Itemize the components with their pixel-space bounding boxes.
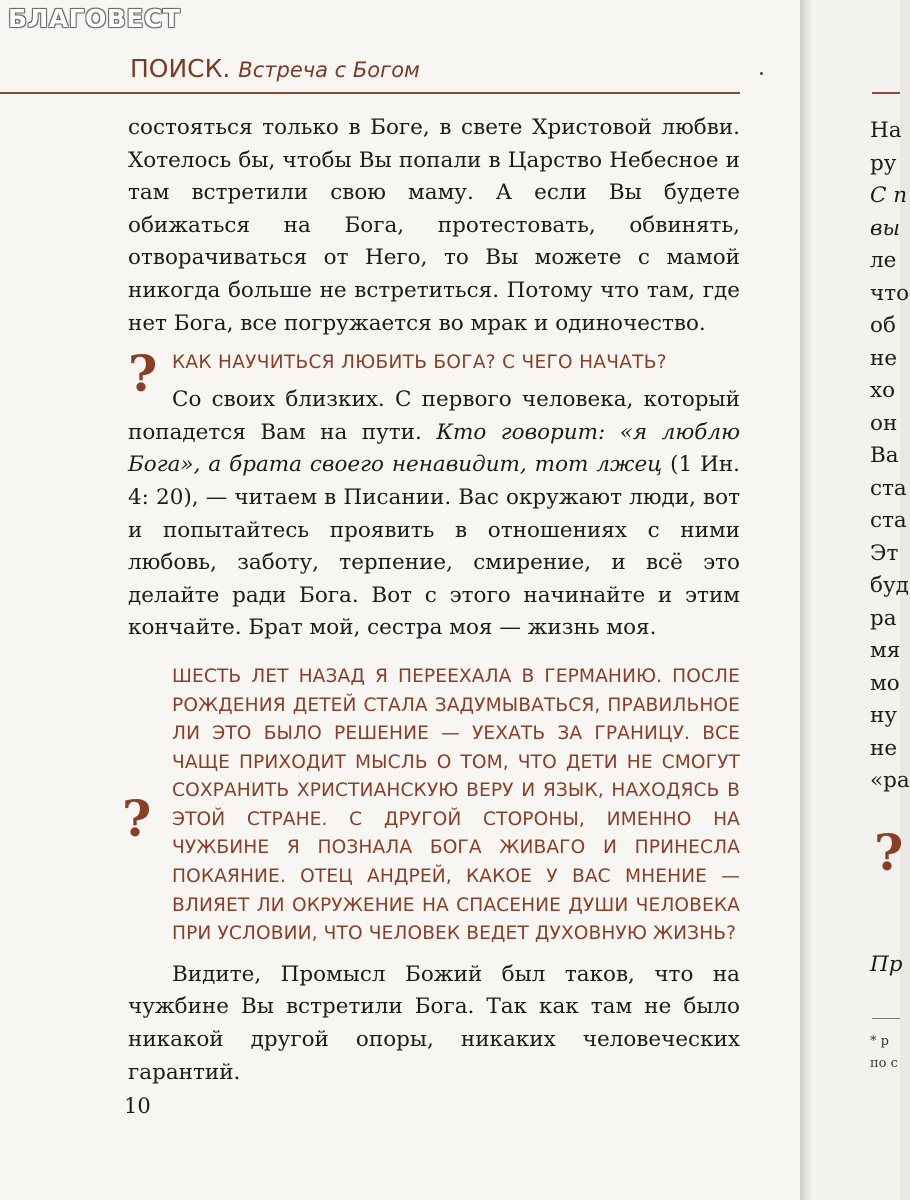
paragraph-intro: состояться только в Боге, в свете Христовой любви. Хотелось бы, чтобы Вы попали в Царство Небесное и там встретили свою маму. А если Вы будете обижаться на Бога, протестовать, обвинять, отворачиваться от Него, то Вы можете с мамой никогда больше не встретиться. Потому что там, где нет Бога, все погружается во мрак и одиночество. — [128, 115, 740, 336]
footnote-rule — [872, 1018, 900, 1019]
answer-1-text-continued: (1 Ин. 4: 20), — читаем в Писании. Вас окружают люди, вот и попытайтесь проявить в отношениях с ними любовь, заботу, терпение, смирение, и всё это делайте ради Бога. Вот с этого начинайте и этим кончайте. Брат мой, сестра моя — жизнь моя. — [128, 452, 740, 641]
right-page-line: Ва — [870, 443, 899, 468]
scripture-quote: Кто говорит: «я люблю Бога», а брата своего ненавидит, тот лжец — [128, 419, 740, 478]
answer-paragraph-1 — [128, 384, 740, 645]
right-page-line: ста — [870, 508, 907, 533]
right-page-line: ста — [870, 476, 907, 501]
right-page-line: мо — [870, 671, 900, 696]
right-page-line: мя — [870, 638, 901, 663]
right-header-rule — [872, 92, 900, 94]
right-page-line: он — [870, 411, 898, 436]
question-heading-1: КАК НАУЧИТЬСЯ ЛЮБИТЬ БОГА? С ЧЕГО НАЧАТЬ? — [172, 352, 667, 374]
running-head — [130, 54, 420, 83]
right-page-line: Эт — [870, 541, 899, 566]
right-page-line: не — [870, 736, 898, 761]
header-rule — [0, 92, 740, 94]
right-page-line: Пр — [870, 952, 903, 977]
running-head-label: ПОИСК. — [130, 54, 231, 83]
answer-paragraph-2: Видите, Промысл Божий был таков, что на чужбине Вы встретили Бога. Так как там не было никакой другой опоры, никаких человеческих гарантий. — [128, 961, 740, 1085]
book-gutter — [800, 0, 812, 1200]
watermark: БЛАГОВЕСТ — [8, 4, 181, 33]
body-text — [128, 112, 740, 1089]
right-page-line: что — [870, 281, 910, 306]
question-mark-icon: ? — [128, 344, 158, 403]
right-page-line: На — [870, 118, 902, 143]
question-block-2: ШЕСТЬ ЛЕТ НАЗАД Я ПЕРЕЕХАЛА В ГЕРМАНИЮ. ПОСЛЕ РОЖДЕНИЯ ДЕТЕЙ СТАЛА ЗАДУМЫВАТЬСЯ, ПРАВИЛЬНОЕ ЛИ ЭТО БЫЛО РЕШЕНИЕ — УЕХАТЬ ЗА ГРАНИЦУ. ВСЕ ЧАЩЕ ПРИХОДИТ МЫСЛЬ О ТОМ, ЧТО ДЕТИ НЕ СМОГУТ СОХРАНИТЬ ХРИСТИАНСКУЮ ВЕРУ И ЯЗЫК, НАХОДЯСЬ В ЭТОЙ СТРАНЕ. С ДРУГОЙ СТОРОНЫ, ИМЕННО НА ЧУЖБИНЕ Я ПОЗНАЛА БОГА ЖИВАГО И ПРИНЕСЛА ПОКАЯНИЕ. ОТЕЦ АНДРЕЙ, КАКОЕ У ВАС МНЕНИЕ — ВЛИЯЕТ ЛИ ОКРУЖЕНИЕ НА СПАСЕНИЕ ДУШИ ЧЕЛОВЕКА ПРИ УСЛОВИИ, ЧТО ЧЕЛОВЕК ВЕДЕТ ДУХОВНУЮ ЖИЗНЬ? — [172, 665, 740, 945]
right-page-line: «ра — [870, 768, 910, 793]
ink-speck — [760, 72, 763, 75]
right-page — [812, 0, 910, 1200]
right-page-line: ру — [870, 151, 897, 176]
question-mark-icon: ? — [122, 789, 152, 848]
footnote-line: * р — [870, 1034, 889, 1049]
right-page-line: ле — [870, 248, 897, 273]
right-page-line: не — [870, 346, 898, 371]
right-page-line: ну — [870, 703, 897, 728]
right-page-line: буд — [870, 573, 909, 598]
right-page-line: С п — [870, 183, 908, 208]
right-page-line: ра — [870, 606, 897, 631]
page-number: 10 — [124, 1094, 151, 1118]
question-mark-icon: ? — [874, 823, 904, 882]
right-page-line: вы — [870, 216, 901, 241]
running-head-subtitle: Встреча с Богом — [238, 58, 420, 82]
right-page-line: об — [870, 313, 896, 338]
right-page-line: хо — [870, 378, 896, 403]
footnote-line: по с — [870, 1056, 898, 1071]
answer-1-text: Со своих близких. С первого человека, который попадется Вам на пути. — [128, 387, 740, 445]
